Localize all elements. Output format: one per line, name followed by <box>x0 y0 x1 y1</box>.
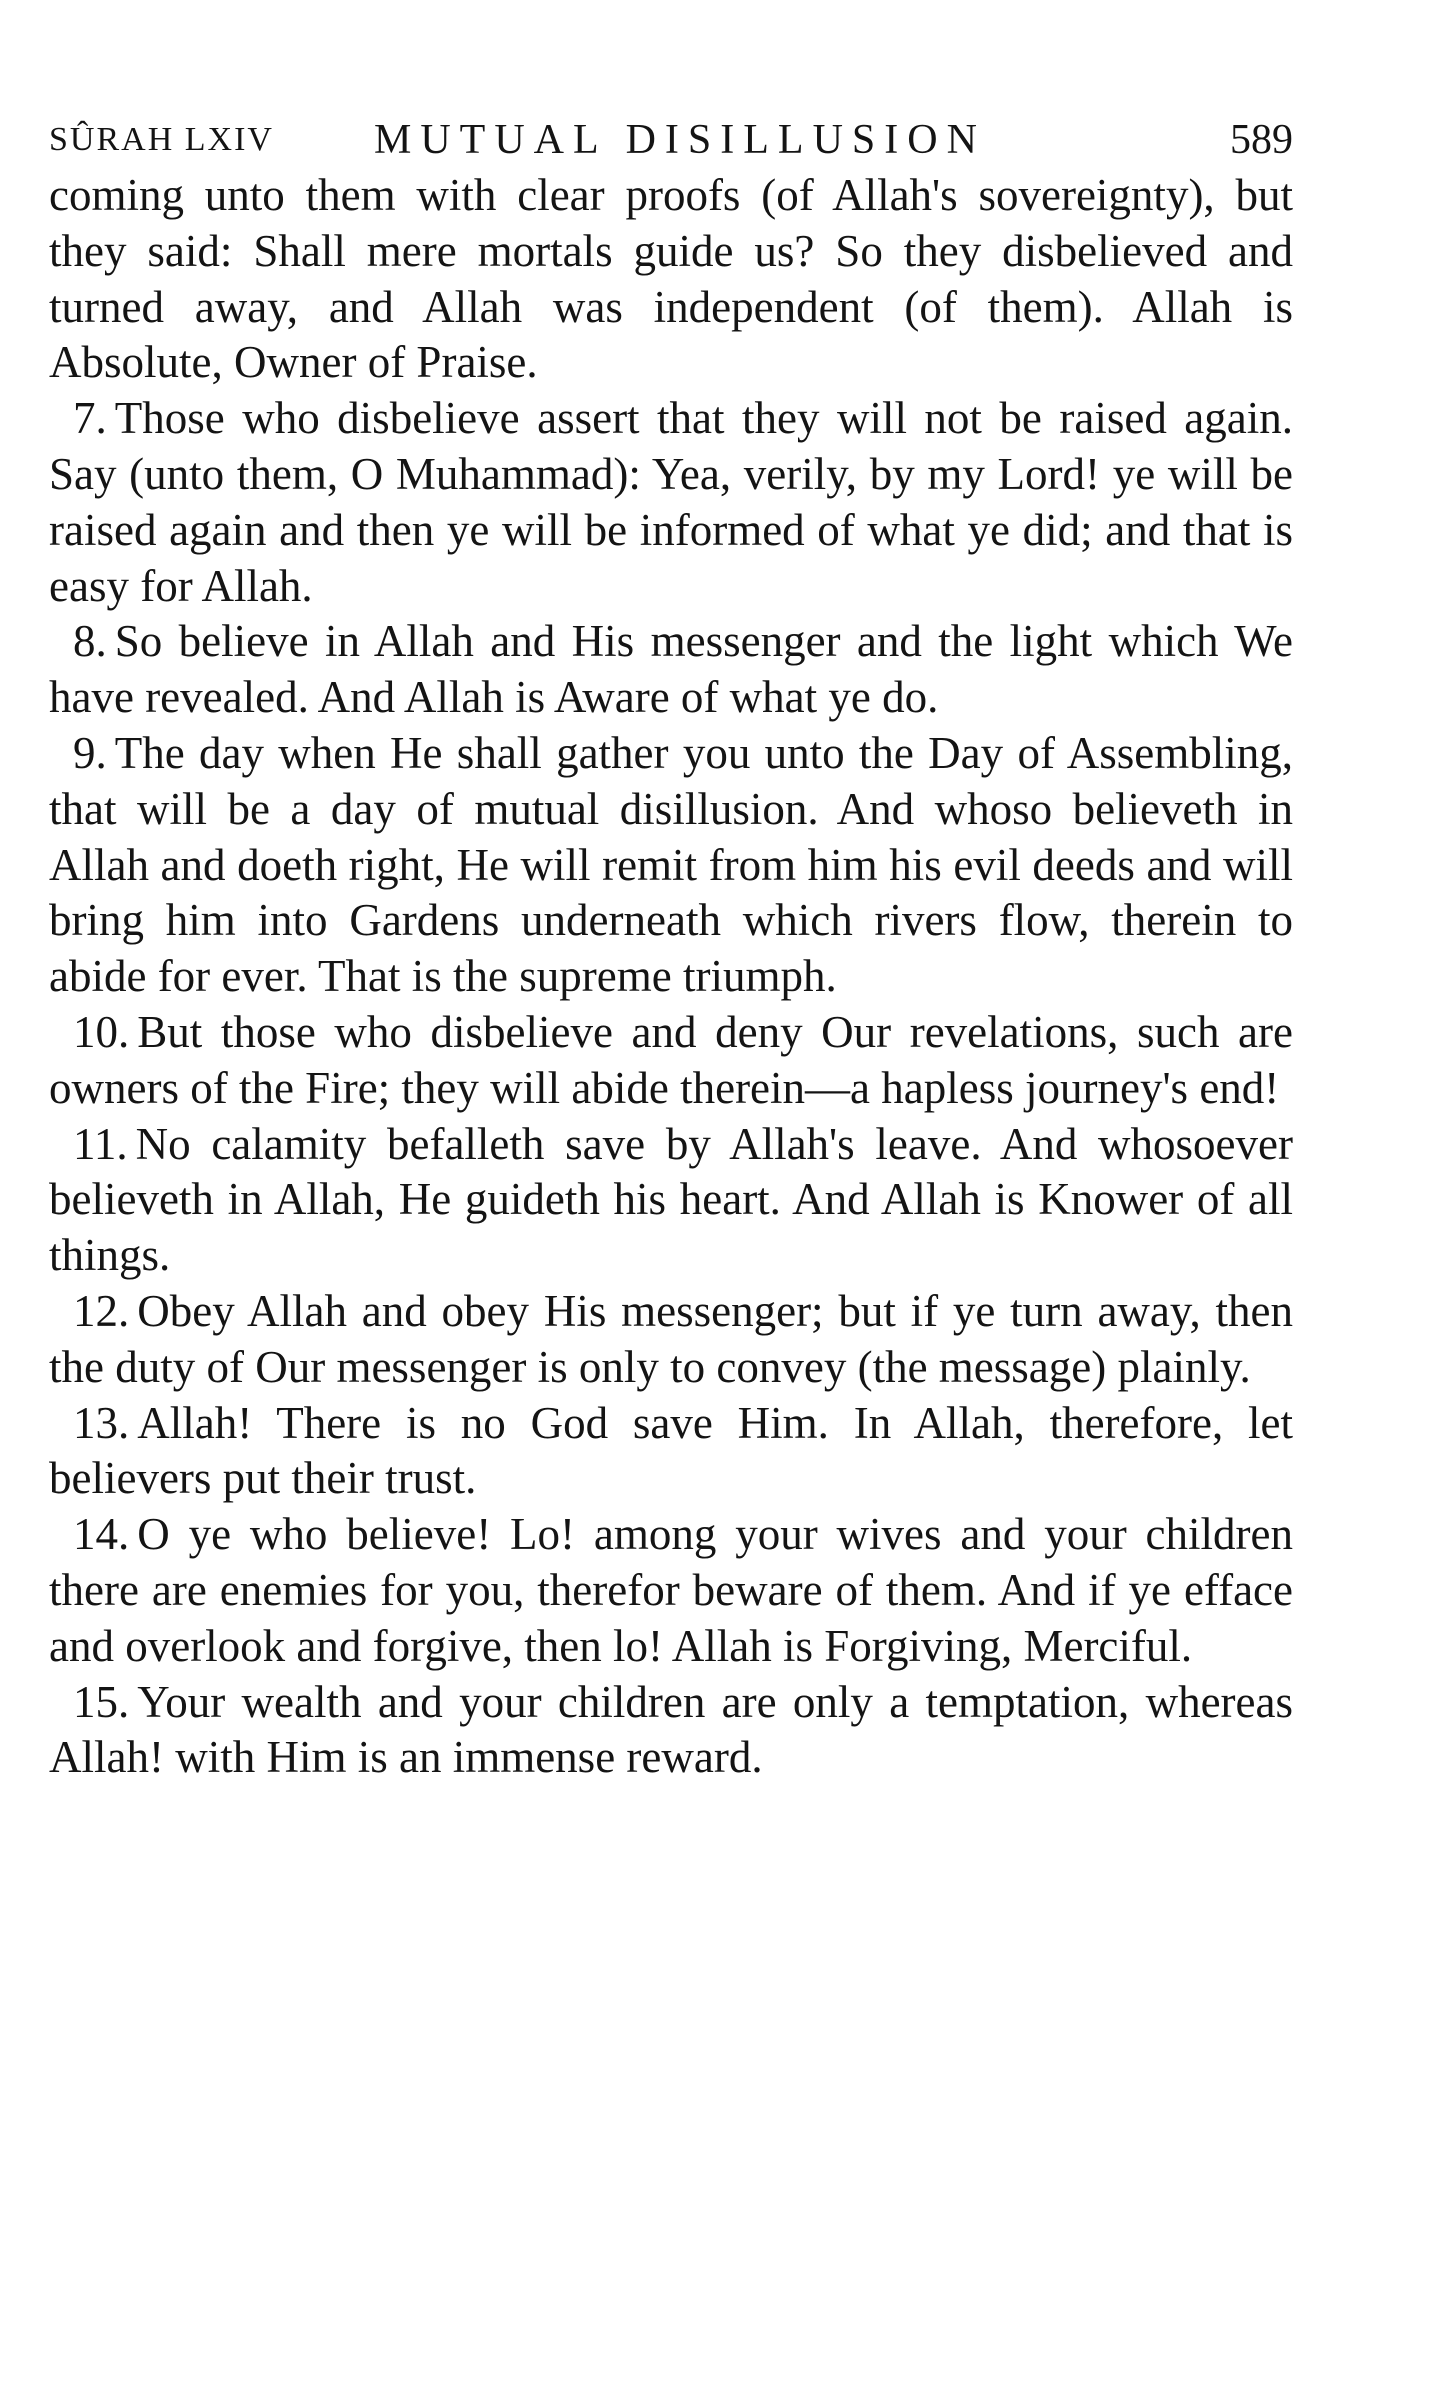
verse-text: Obey Allah and obey His messenger; but if ye turn away, then the duty of Our messenger is only to convey (the message) plainly. <box>49 1285 1293 1392</box>
verse-number: 12. <box>73 1285 130 1336</box>
verse-text: Your wealth and your children are only a temptation, whereas Allah! with Him is an immense reward. <box>49 1676 1293 1783</box>
verse-text: So believe in Allah and His messenger and the light which We have revealed. And Allah is Aware of what ye do. <box>49 616 1293 723</box>
running-head <box>49 108 1293 172</box>
continuation-paragraph: coming unto them with clear proofs (of Allah's sovereignty), but they said: Shall mere mortals guide us? So they disbelieved and turned away, and Allah was independent (of them). Allah is Absolute, Owner of Praise. <box>49 170 1293 388</box>
verse-11 <box>49 1117 1293 1284</box>
verse-9 <box>49 726 1293 1005</box>
verse-7 <box>49 391 1293 614</box>
surah-number: SÛRAH LXIV <box>49 121 274 158</box>
verse-number: 13. <box>73 1397 130 1448</box>
chapter-title: MUTUAL DISILLUSION <box>374 117 986 163</box>
verse-number: 7. <box>73 393 107 444</box>
verse-text: O ye who believe! Lo! among your wives and your children there are enemies for you, therefor beware of them. And if ye efface and overlook and forgive, then lo! Allah is Forgiving, Merciful. <box>49 1509 1293 1671</box>
verse-10 <box>49 1005 1293 1117</box>
verse-text: Allah! There is no God save Him. In Allah, therefore, let believers put their trust. <box>49 1397 1293 1504</box>
verse-text: No calamity befalleth save by Allah's leave. And whosoever believeth in Allah, He guideth his heart. And Allah is Knower of all things. <box>49 1118 1293 1281</box>
verse-text: Those who disbelieve assert that they will not be raised again. Say (unto them, O Muhammad): Yea, verily, by my Lord! ye will be raised again and then ye will be informed of what ye did; and that is easy for Allah. <box>49 393 1293 611</box>
verse-12 <box>49 1284 1293 1396</box>
verse-14 <box>49 1507 1293 1674</box>
verse-number: 8. <box>73 616 107 667</box>
verse-text: But those who disbelieve and deny Our revelations, such are owners of the Fire; they will abide therein—a hapless journey's end! <box>49 1006 1293 1113</box>
verse-number: 10. <box>73 1006 130 1057</box>
verse-15 <box>49 1675 1293 1787</box>
verse-number: 11. <box>73 1118 128 1169</box>
body-text <box>49 168 1293 1786</box>
page-number: 589 <box>1230 117 1293 163</box>
verse-number: 9. <box>73 727 107 778</box>
verse-number: 14. <box>73 1509 130 1560</box>
verse-text: The day when He shall gather you unto the Day of Assembling, that will be a day of mutual disillusion. And whoso believeth in Allah and doeth right, He will remit from him his evil deeds and will bring him into Gardens underneath which rivers flow, therein to abide for ever. That is the supreme triumph. <box>49 727 1293 1002</box>
verse-13 <box>49 1396 1293 1508</box>
verse-8 <box>49 614 1293 726</box>
verse-number: 15. <box>73 1676 130 1727</box>
book-page <box>49 108 1293 1786</box>
